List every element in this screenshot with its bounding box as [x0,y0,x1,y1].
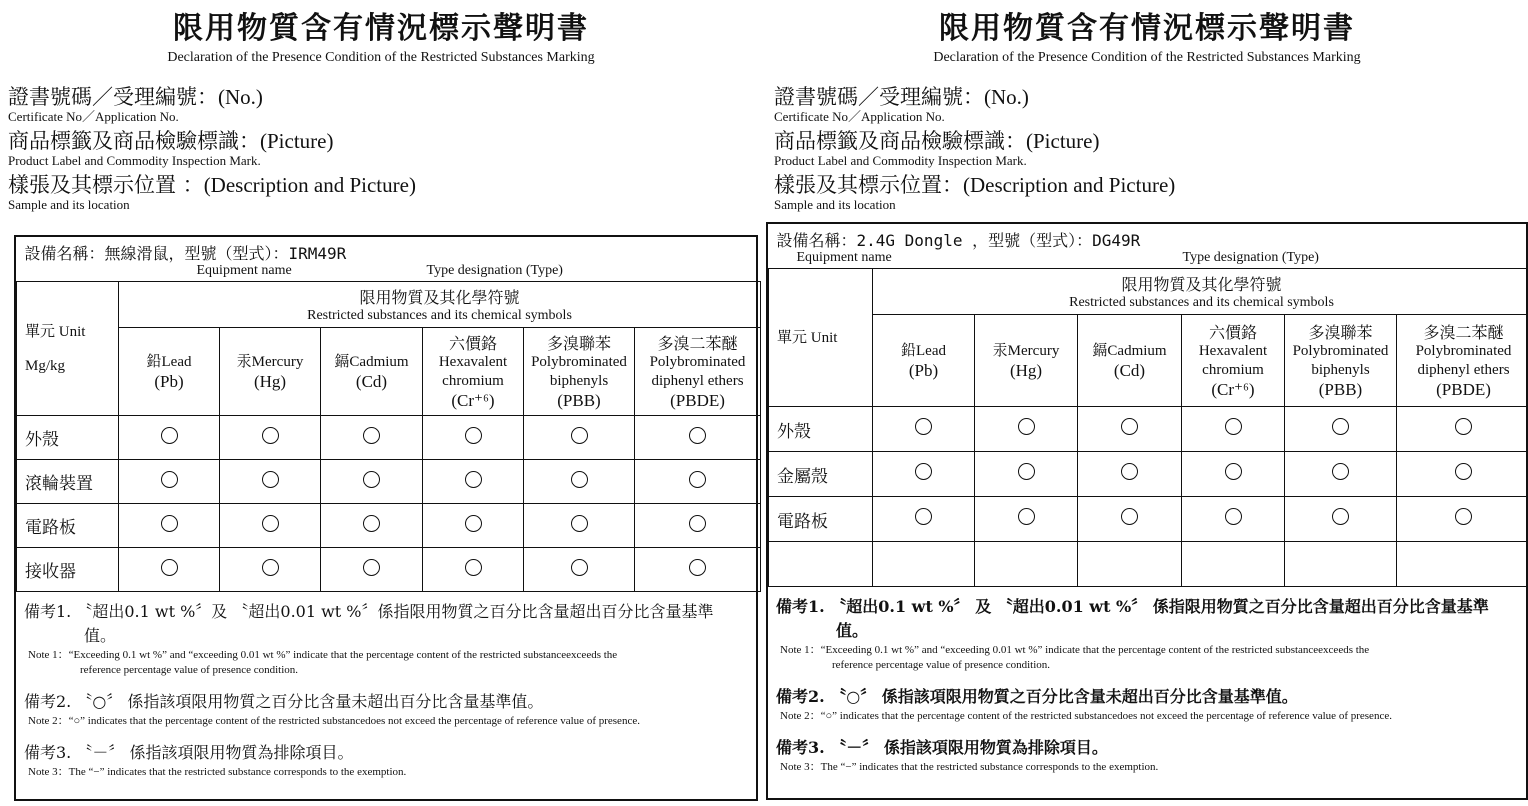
compliance-mark-circle [1121,418,1138,435]
compliance-cell [635,460,761,504]
compliance-mark-circle [1121,508,1138,525]
declaration-document-left [0,0,762,778]
compliance-cell [119,504,220,548]
compliance-cell [524,548,635,592]
note-1-zh-cont: 值。 [836,621,869,640]
document-title-zh: 限用物質含有情況標示聲明書 [939,11,1355,46]
compliance-cell [1182,542,1285,587]
compliance-cell [1182,407,1285,452]
note-3-en: Note 3：The “−” indicates that the restricted substance corresponds to the exemption. [780,761,1159,773]
certificate-line-en: Certificate No／Application No. [774,109,945,124]
compliance-mark-circle [1225,508,1242,525]
compliance-cell [423,460,524,504]
compliance-mark-circle [262,471,279,488]
compliance-cell [524,416,635,460]
compliance-cell [1285,407,1397,452]
product-label-line-en: Product Label and Commodity Inspection Mark. [8,153,261,168]
substance-header-4: 多溴聯苯 Polybrominated biphenyls (PBB) [1285,315,1397,407]
note-2-zh: 備考2. 〝○〞 係指該項限用物質之百分比含量未超出百分比含量基準值。 [776,687,1298,706]
table-row [769,497,1528,542]
type-designation-label: Type designation (Type) [426,263,563,278]
compliance-cell [1078,452,1182,497]
compliance-cell [873,452,975,497]
compliance-mark-circle [161,559,178,576]
note-1-zh: 備考1. 〝超出0.1 wt %〞 及 〝超出0.01 wt %〞 係指限用物質之百分比含量超出百分比含量基準 [776,597,1489,616]
substance-header-3: 六價鉻 Hexavalent chromium (Cr⁺⁶) [423,328,524,416]
component-label: 滾輪裝置 [17,460,119,504]
compliance-mark-circle [1225,463,1242,480]
substance-header-0: 鉛Lead (Pb) [119,328,220,416]
substance-symbol: (Pb) [154,371,184,391]
compliance-cell [635,416,761,460]
compliance-mark-circle [571,515,588,532]
note-2-en: Note 2：“○” indicates that the percentage content of the restricted substancedoes not exceed the percentage of reference value of presence. [780,710,1392,722]
table-row [17,504,761,548]
compliance-mark-circle [1455,418,1472,435]
substance-header-1: 汞Mercury (Hg) [220,328,321,416]
note-1-en: Note 1：“Exceeding 0.1 wt %” and “exceeding 0.01 wt %” indicate that the percentage content of the restricted substanceexceeds the reference percentage value of presence condition. [780,644,1370,671]
compliance-mark-circle [363,559,380,576]
equipment-name-label: Equipment name [196,263,292,278]
compliance-cell [524,460,635,504]
compliance-cell [1397,497,1528,542]
document-info-block [8,84,762,212]
unit-label: 單元 Unit [777,329,838,346]
substance-symbol: (PBDE) [670,390,725,410]
sample-location-line-en: Sample and its location [774,197,896,212]
compliance-mark-circle [689,471,706,488]
compliance-cell [1285,542,1397,587]
note-1-en: Note 1：“Exceeding 0.1 wt %” and “exceeding 0.01 wt %” indicate that the percentage content of the restricted substanceexceeds the reference percentage value of presence condition. [28,649,618,676]
note-3-en: Note 3：The “−” indicates that the restricted substance corresponds to the exemption. [28,766,407,778]
compliance-mark-circle [689,515,706,532]
compliance-mark-circle [915,418,932,435]
compliance-cell [635,504,761,548]
substance-symbol: (PBB) [1318,379,1363,399]
compliance-mark-circle [915,463,932,480]
compliance-cell [975,497,1078,542]
note-2-en: Note 2：“○” indicates that the percentage content of the restricted substancedoes not exceed the percentage of reference value of presence. [28,715,640,727]
compliance-mark-circle [571,427,588,444]
compliance-cell [220,416,321,460]
compliance-cell [220,504,321,548]
compliance-mark-circle [161,471,178,488]
compliance-mark-circle [1121,463,1138,480]
restricted-substances-table [16,237,761,592]
substance-header-0: 鉛Lead (Pb) [873,315,975,407]
compliance-cell [220,460,321,504]
compliance-cell [524,504,635,548]
compliance-mark-circle [363,471,380,488]
unit-label: 單元 Unit [25,323,86,340]
compliance-cell [119,416,220,460]
note-1-zh: 備考1. 〝超出0.1 wt %〞及 〝超出0.01 wt %〞係指限用物質之百分比含量超出百分比含量基準 [24,602,714,621]
substance-symbol: (Cd) [1113,360,1146,380]
table-row [17,548,761,592]
component-label: 電路板 [769,497,873,542]
type-designation-label: Type designation (Type) [1182,250,1319,265]
equipment-name-and-type: 設備名稱：2.4G Dongle ，型號（型式）：DG49R [776,231,1141,250]
compliance-cell [423,416,524,460]
compliance-mark-circle [689,427,706,444]
note-3-zh: 備考3. 〝－〞 係指該項限用物質為排除項目。 [776,738,1108,757]
restricted-substances-box [14,235,758,801]
note-3-zh: 備考3. 〝－〞 係指該項限用物質為排除項目。 [24,743,354,762]
compliance-mark-circle [465,471,482,488]
substance-header-2: 鎘Cadmium (Cd) [321,328,423,416]
compliance-mark-circle [161,515,178,532]
substance-symbol: (Cr⁺⁶) [1211,379,1255,399]
substance-symbol: (PBB) [557,390,601,410]
document-title-en: Declaration of the Presence Condition of the Restricted Substances Marking [167,50,595,65]
component-label: 電路板 [17,504,119,548]
notes-section [768,587,1526,775]
equipment-name-and-type: 設備名稱：無線滑鼠，型號（型式）：IRM49R [24,244,347,263]
component-label: 接收器 [17,548,119,592]
compliance-mark-circle [1332,418,1349,435]
compliance-mark-circle [1018,508,1035,525]
compliance-cell [321,504,423,548]
equipment-row [769,224,1528,269]
component-label: 外殼 [769,407,873,452]
certificate-line-en: Certificate No／Application No. [8,109,179,124]
substance-header-5: 多溴二苯醚 Polybrominated diphenyl ethers (PBDE) [635,328,761,416]
product-label-line: 商品標籤及商品檢驗標識：(Picture) [8,129,334,153]
compliance-mark-circle [1455,508,1472,525]
note-2-zh: 備考2. 〝○〞 係指該項限用物質之百分比含量未超出百分比含量基準值。 [24,692,544,711]
compliance-cell [975,452,1078,497]
restricted-substances-box [766,222,1528,800]
restricted-substances-table [768,224,1528,587]
equipment-row [17,237,761,282]
compliance-mark-circle [465,427,482,444]
sample-location-line-en: Sample and its location [8,197,130,212]
compliance-mark-circle [1455,463,1472,480]
compliance-mark-circle [689,559,706,576]
compliance-cell [635,548,761,592]
component-label: 金屬殼 [769,452,873,497]
unit-mgkg: Mg/kg [25,357,66,374]
table-row [769,407,1528,452]
compliance-cell [321,416,423,460]
substance-symbol: (Cr⁺⁶) [451,390,495,410]
compliance-cell [1285,452,1397,497]
compliance-cell [1078,542,1182,587]
compliance-mark-circle [262,515,279,532]
compliance-cell [321,460,423,504]
component-label [769,542,873,587]
substance-symbol: (Pb) [908,360,939,380]
compliance-mark-circle [915,508,932,525]
equipment-name-label: Equipment name [796,250,892,265]
table-row [769,452,1528,497]
compliance-cell [1078,497,1182,542]
compliance-cell [423,548,524,592]
restricted-substances-header: 限用物質及其化學符號 Restricted substances and its chemical symbols [119,282,761,328]
unit-header [17,282,119,416]
compliance-mark-circle [571,471,588,488]
component-label: 外殼 [17,416,119,460]
compliance-mark-circle [161,427,178,444]
document-title-en: Declaration of the Presence Condition of the Restricted Substances Marking [933,50,1361,65]
compliance-cell [119,460,220,504]
compliance-cell [1182,452,1285,497]
compliance-mark-circle [363,515,380,532]
declaration-document-right [766,0,1528,773]
document-title-zh: 限用物質含有情況標示聲明書 [173,11,589,46]
compliance-mark-circle [1018,463,1035,480]
compliance-cell [1078,407,1182,452]
compliance-cell [1285,497,1397,542]
compliance-cell [119,548,220,592]
compliance-cell [873,407,975,452]
sample-location-line: 樣張及其標示位置 ：(Description and Picture) [8,173,416,197]
compliance-cell [1397,407,1528,452]
compliance-cell [873,542,975,587]
restricted-substances-header: 限用物質及其化學符號 Restricted substances and its chemical symbols [873,269,1528,315]
substance-symbol: (Hg) [253,371,287,391]
table-row [769,542,1528,587]
compliance-cell [423,504,524,548]
substance-header-5: 多溴二苯醚 Polybrominated diphenyl ethers (PBDE) [1397,315,1528,407]
compliance-mark-circle [571,559,588,576]
substance-header-4: 多溴聯苯 Polybrominated biphenyls (PBB) [524,328,635,416]
notes-section [16,592,756,780]
product-label-line: 商品標籤及商品檢驗標識：(Picture) [774,129,1100,153]
substance-header-3: 六價鉻 Hexavalent chromium (Cr⁺⁶) [1182,315,1285,407]
note-1-zh-cont: 值。 [84,626,117,645]
substance-header-1: 汞Mercury (Hg) [975,315,1078,407]
compliance-mark-circle [1332,508,1349,525]
compliance-mark-circle [262,427,279,444]
sample-location-line: 樣張及其標示位置：(Description and Picture) [774,173,1176,197]
compliance-cell [975,542,1078,587]
compliance-cell [1397,542,1528,587]
substance-symbol: (PBDE) [1436,379,1491,399]
compliance-cell [873,497,975,542]
compliance-mark-circle [465,515,482,532]
certificate-line: 證書號碼／受理編號：(No.) [774,85,1029,109]
product-label-line-en: Product Label and Commodity Inspection Mark. [774,153,1027,168]
compliance-cell [321,548,423,592]
compliance-cell [1397,452,1528,497]
compliance-mark-circle [1332,463,1349,480]
compliance-cell [220,548,321,592]
substance-symbol: (Cd) [355,371,388,391]
compliance-mark-circle [363,427,380,444]
compliance-mark-circle [262,559,279,576]
compliance-cell [975,407,1078,452]
compliance-mark-circle [465,559,482,576]
substance-header-2: 鎘Cadmium (Cd) [1078,315,1182,407]
certificate-line: 證書號碼／受理編號：(No.) [8,85,263,109]
compliance-mark-circle [1018,418,1035,435]
substance-symbol: (Hg) [1009,360,1043,380]
compliance-cell [1182,497,1285,542]
document-info-block [774,84,1528,212]
compliance-mark-circle [1225,418,1242,435]
unit-header [769,269,873,407]
table-row [17,416,761,460]
table-row [17,460,761,504]
